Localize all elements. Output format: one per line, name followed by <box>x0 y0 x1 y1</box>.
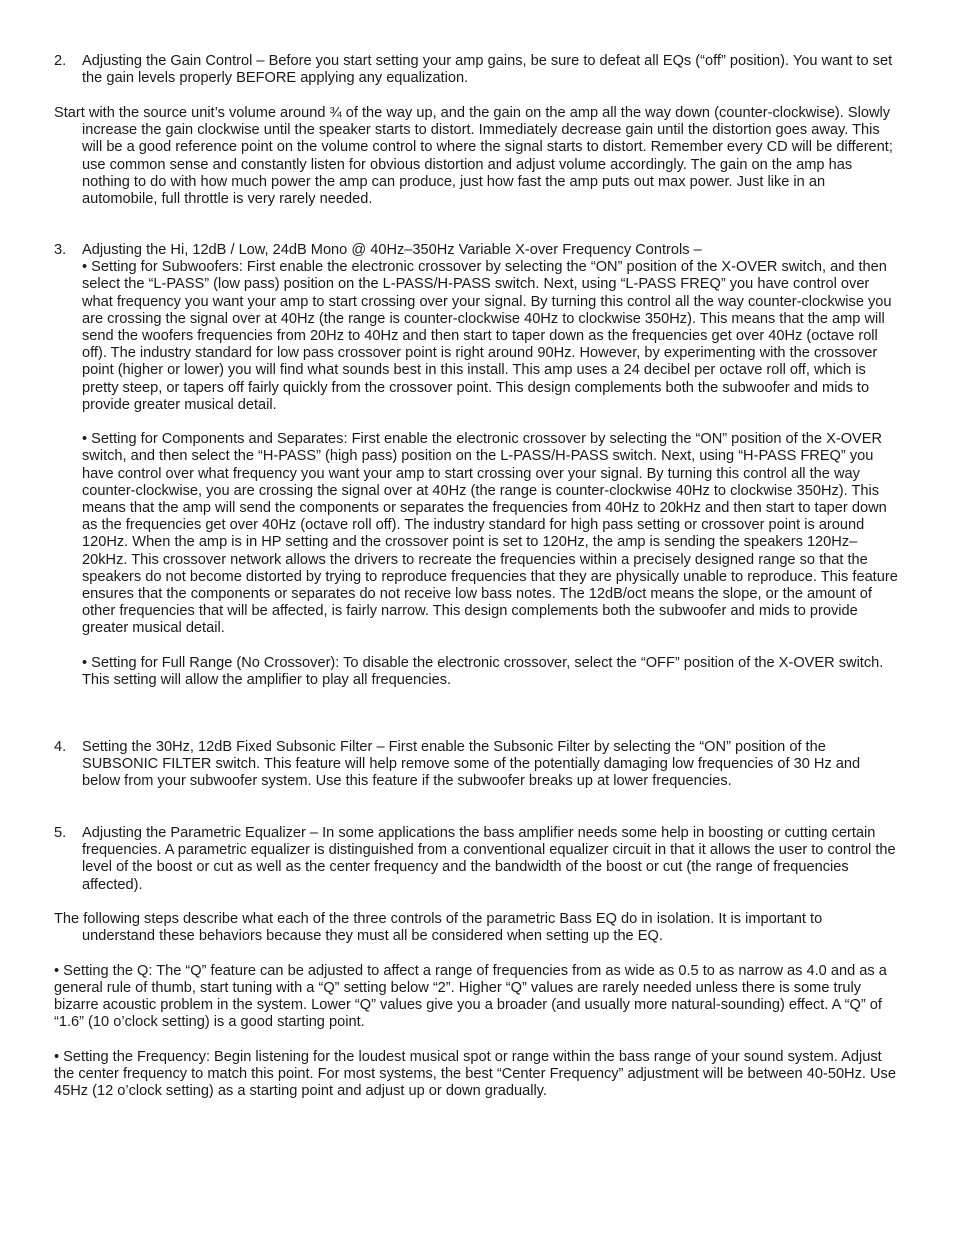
parametric-followup-text: The following steps describe what each of the three controls of the parametric Bass EQ do in isolation. It is important to understand these behaviors because they must all be considered when setting up the EQ. <box>54 911 823 945</box>
section-crossover <box>54 242 899 689</box>
list-number: 4. <box>54 739 67 755</box>
subsonic-filter-text: Setting the 30Hz, 12dB Fixed Subsonic Filter – First enable the Subsonic Filter by selecting the “ON” position of the SUBSONIC FILTER switch. This feature will help remove some of the potentially damaging low frequencies of 30 Hz and below from your subwoofer system. Use this feature if the subwoofer breaks up at lower frequencies. <box>82 739 861 790</box>
list-number: 3. <box>54 242 67 258</box>
section-subsonic-filter <box>54 739 899 791</box>
gain-followup-text: Start with the source unit’s volume around ¾ of the way up, and the gain on the amp all the way down (counter-clockwise). Slowly increase the gain clockwise until the speaker starts to distort. Immediately decrease gain until the distortion goes away. This will be a good reference point on the volume control to where the signal starts to distort. Remember every CD will be different; use common sense and constantly listen for obvious distortion and adjust volume accordingly. The gain on the amp has nothing to do with how much power the amp can produce, just how fast the amp puts out max power. Just like in an automobile, full throttle is very rarely needed. <box>54 105 893 208</box>
crossover-subwoofers-text: • Setting for Subwoofers: First enable the electronic crossover by selecting the “ON” position of the X-OVER switch, and then select the “L-PASS” (low pass) position on the L-PASS/H-PASS switch. Next, using “L-PASS FREQ” you have control over what frequency you want your amp to start crossing over your signal. By turning this control all the way counter-clockwise you are crossing the signal over at 40Hz (the range is counter-clockwise 40Hz to clockwise 350Hz). This means that the amp will send the woofers frequencies from 20Hz to 40Hz and then start to taper down as the frequencies get over 40Hz (octave roll off). The industry standard for low pass crossover point is right around 90Hz. However, by experimenting with the crossover point (higher or lower) you will find what sounds best in this install. This amp uses a 24 decibel per octave roll off, which is pretty steep, or tapers off fairly quickly from the crossover point. This design complements both the subwoofer and mids to provide greater musical detail. <box>82 259 892 413</box>
frequency-setting-text: • Setting the Frequency: Begin listening for the loudest musical spot or range within the bass range of your sound system. Adjust the center frequency to match this point. For most systems, the best “Center Frequency” adjustment will be between 40-50Hz. Use 45Hz (12 o’clock setting) as a starting point and adjust up or down gradually. <box>54 1048 896 1099</box>
parametric-followup-paragraph <box>54 911 899 1100</box>
list-number: 5. <box>54 825 67 841</box>
gain-followup-paragraph <box>54 105 899 208</box>
gain-control-text: Adjusting the Gain Control – Before you start setting your amp gains, be sure to defeat all EQs (“off” position). You want to set the gain levels properly BEFORE applying any equalization. <box>82 53 893 87</box>
list-number: 2. <box>54 53 67 69</box>
crossover-components-text: • Setting for Components and Separates: First enable the electronic crossover by selecting the “ON” position of the X-OVER switch, and then select the “H-PASS” (high pass) position on the L-PASS/H-PASS switch. Next, using “H-PASS FREQ” you have control over what frequency you want your amp to start crossing over your signal. By turning this control all the way counter-clockwise, you are crossing the signal over at 40Hz (the range is counter-clockwise 40Hz to clockwise 350Hz). This means that the amp will send the components or separates the frequencies from 40Hz to 20kHz and then start to taper down as the frequencies get over 40Hz (octave roll off). The industry standard for high pass setting or crossover point is around 120Hz. When the amp is in HP setting and the crossover point is set to 120Hz, the amp is sending the speakers 120Hz–20kHz. This crossover network allows the drivers to recreate the frequencies within a precisely designed range so that the speakers do not become distorted by trying to reproduce frequencies that they are physically unable to reproduce. This feature ensures that the components or separates do not receive low bass notes. The 12dB/oct means the slope, or the amount of other frequencies that will be affected, is fairly narrow. This design complements both the subwoofer and mids to provide greater musical detail. <box>82 431 898 637</box>
section-parametric-eq <box>54 825 899 894</box>
parametric-eq-text: Adjusting the Parametric Equalizer – In some applications the bass amplifier needs some help in boosting or cutting certain frequencies. A parametric equalizer is distinguished from a conventional equalizer circuit in that it allows the user to control the level of the boost or cut as well as the center frequency and the bandwidth of the boost or cut (the range of frequencies affected). <box>82 825 896 893</box>
section-gain-control <box>54 53 899 87</box>
q-setting-text: • Setting the Q: The “Q” feature can be adjusted to affect a range of frequencies from as wide as 0.5 to as narrow as 4.0 and as a general rule of thumb, start tuning with a “Q” setting below “2”. Higher “Q” values are rarely needed unless there is some truly bizarre acoustic problem in the system. Lower “Q” values give you a broader (and usually more natural-sounding) effect. A “Q” of “1.6” (10 o’clock setting) is a good starting point. <box>54 962 887 1031</box>
crossover-full-range-text: • Setting for Full Range (No Crossover): To disable the electronic crossover, select the “OFF” position of the X-OVER switch. This setting will allow the amplifier to play all frequencies. <box>82 654 884 689</box>
crossover-heading: Adjusting the Hi, 12dB / Low, 24dB Mono @ 40Hz–350Hz Variable X-over Frequency Controls – <box>82 242 702 258</box>
